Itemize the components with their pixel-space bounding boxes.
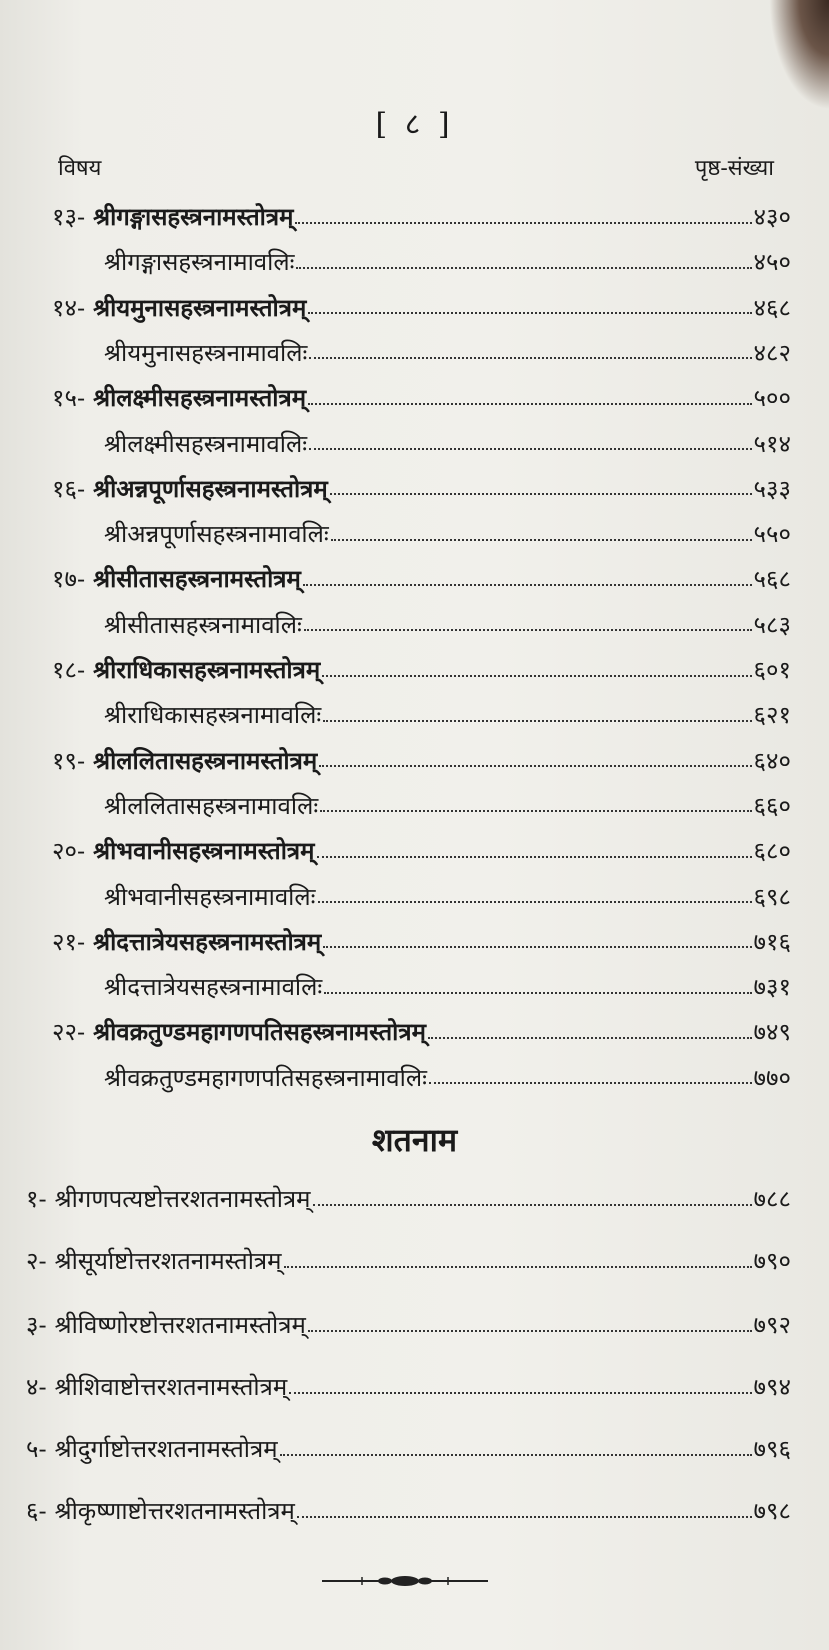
shatanam-entry-page-number: ७९० [753,1247,791,1275]
shatanam-entry-number: ५- [26,1435,47,1463]
toc-subentry-title: श्रीअन्नपूर्णासहस्त्रनामावलिः [104,520,329,549]
toc-entry-title: श्रीवक्रतुण्डमहागणपतिसहस्त्रनामस्तोत्रम् [93,1017,426,1047]
shatanam-entry-title: श्रीसूर्याष्टोत्तरशतनामस्तोत्रम् [54,1247,282,1275]
shatanam-entry-row [26,1308,791,1341]
toc-entry-number: १७- [52,565,86,594]
toc-entry-leader-dots [308,403,751,405]
toc-entry-leader-dots [330,493,752,495]
toc-subentry-row [104,789,791,822]
shatanam-entry-title: श्रीविष्णोरष्टोत्तरशतनामस्तोत्रम् [54,1311,306,1339]
toc-entry-row [52,1015,791,1048]
toc-entry-leader-dots [323,946,751,948]
toc-entry-page-number: ५६८ [753,565,791,594]
section-title: शतनाम [371,1121,458,1159]
subject-heading: विषय [58,156,102,181]
toc-entry-title: श्रीभवानीसहस्त्रनामस्तोत्रम् [93,836,315,866]
toc-subentry-title: श्रीलक्ष्मीसहस्त्रनामावलिः [104,429,308,458]
shatanam-entry-number: १- [26,1185,47,1213]
toc-subentry-page-number: ७३१ [753,973,791,1002]
toc-entry-row [52,925,791,958]
toc-entry-page-number: ४३० [753,203,791,231]
toc-entry-row [52,381,791,414]
toc-subentry-title: श्रीललितासहस्त्रनामावलिः [104,791,319,820]
toc-subentry-row [104,336,791,369]
toc-subentry-row [104,970,791,1003]
toc-entry-title: श्रीदत्तात्रेयसहस्त्रनामस्तोत्रम् [93,926,322,956]
toc-subentry-row [104,698,791,731]
page-corner-shadow [769,0,829,110]
toc-subentry-page-number: ५१४ [753,429,791,458]
shatanam-entry-title: श्रीकृष्णाष्टोत्तरशतनामस्तोत्रम् [54,1497,295,1525]
toc-entry-title: श्रीलक्ष्मीसहस्त्रनामस्तोत्रम् [93,383,307,413]
toc-entry-row [52,562,791,595]
toc-entry-row [52,200,791,233]
toc-subentry-row [104,1061,791,1094]
toc-subentry-leader-dots [323,720,751,722]
shatanam-entry-title: श्रीशिवाष्टोत्तरशतनामस्तोत्रम् [54,1373,288,1401]
toc-entry-title: श्रीसीतासहस्त्रनामस्तोत्रम् [93,564,301,594]
toc-subentry-title: श्रीवक्रतुण्डमहागणपतिसहस्त्रनामावलिः [104,1063,427,1092]
toc-subentry-row [104,245,791,278]
toc-entry-title: श्रीललितासहस्त्रनामस्तोत्रम् [93,745,318,775]
shatanam-entry-page-number: ७९८ [753,1497,791,1525]
toc-entry-title: श्रीअन्नपूर्णासहस्त्रनामस्तोत्रम् [93,473,328,503]
toc-subentry-page-number: ४८२ [753,338,791,367]
shatanam-entry-number: ३- [26,1311,47,1339]
toc-entry-page-number: ६४० [753,746,791,775]
toc-entry-leader-dots [319,765,751,767]
toc-subentry-row [104,517,791,550]
toc-subentry-leader-dots [304,629,752,631]
toc-entry-page-number: ६०१ [753,656,791,684]
shatanam-entry-page-number: ७९६ [753,1435,791,1463]
toc-entry-number: १३- [52,203,86,231]
toc-subentry-leader-dots [429,1082,752,1084]
toc-subentry-page-number: ५५० [753,520,791,549]
shatanam-entry-row [26,1244,791,1277]
toc-entry-row [52,291,791,324]
toc-entry-page-number: ७१६ [753,927,791,956]
page-count-heading: पृष्ठ-संख्या [694,156,774,181]
toc-subentry-leader-dots [331,539,752,541]
toc-entry-page-number: ५३३ [753,474,791,503]
shatanam-entry-row [26,1432,791,1465]
toc-subentry-title: श्रीयमुनासहस्त्रनामावलिः [104,338,308,367]
shatanam-entry-number: ४- [26,1373,47,1401]
shatanam-entry-row [26,1182,791,1215]
toc-entry-number: १४- [52,293,86,322]
toc-entry-row [52,834,791,867]
toc-subentry-page-number: ५८३ [753,610,791,639]
toc-subentry-title: श्रीदत्तात्रेयसहस्त्रनामावलिः [104,973,323,1002]
shatanam-entry-page-number: ७८८ [753,1185,791,1213]
toc-entry-title: श्रीयमुनासहस्त्रनामस्तोत्रम् [93,292,307,322]
toc-entry-page-number: ७४९ [753,1018,791,1047]
toc-entry-leader-dots [308,312,751,314]
toc-subentry-page-number: ६२१ [753,701,791,730]
shatanam-entry-page-number: ७९४ [753,1373,791,1401]
shatanam-entry-number: ६- [26,1497,47,1525]
toc-subentry-page-number: ४५० [753,248,791,277]
toc-subentry-title: श्रीगङ्गासहस्त्रनामावलिः [104,248,295,277]
page-number: [ ८ ] [375,107,454,142]
toc-subentry-page-number: ७७० [753,1063,791,1092]
toc-entry-leader-dots [295,222,751,224]
shatanam-entry-number: २- [26,1247,47,1275]
toc-entry-title: श्रीराधिकासहस्त्रनामस्तोत्रम् [93,655,321,684]
toc-entry-number: २२- [52,1018,86,1047]
toc-header [58,152,774,186]
shatanam-entry-row [26,1370,791,1403]
toc-subentry-leader-dots [320,810,751,812]
shatanam-entry-leader-dots [280,1454,752,1456]
toc-entry-leader-dots [322,675,751,677]
toc-entry-row [52,744,791,777]
toc-subentry-leader-dots [309,357,751,359]
shatanam-entry-title: श्रीदुर्गाष्टोत्तरशतनामस्तोत्रम् [54,1435,278,1463]
toc-entry-number: १८- [52,656,86,684]
shatanam-entry-page-number: ७९२ [753,1311,791,1339]
toc-subentry-row [104,427,791,460]
toc-entry-page-number: ६८० [753,837,791,866]
toc-subentry-page-number: ६६० [753,791,791,820]
toc-entry-leader-dots [428,1037,752,1039]
toc-subentry-leader-dots [324,992,751,994]
shatanam-entry-leader-dots [297,1516,752,1518]
shatanam-entry-row [26,1494,791,1527]
toc-entry-row [52,472,791,505]
shatanam-entry-leader-dots [284,1266,752,1268]
toc-entry-number: १६- [52,474,86,503]
toc-subentry-page-number: ६९८ [753,882,791,911]
toc-entry-number: २१- [52,927,86,956]
toc-subentry-row [104,608,791,641]
toc-entry-title: श्रीगङ्गासहस्त्रनामस्तोत्रम् [93,202,294,231]
toc-subentry-leader-dots [318,901,752,903]
toc-entry-page-number: ५०० [753,384,791,413]
toc-entry-leader-dots [317,856,752,858]
shatanam-entry-leader-dots [289,1392,751,1394]
toc-entry-leader-dots [303,584,752,586]
toc-subentry-title: श्रीसीतासहस्त्रनामावलिः [104,610,302,639]
shatanam-entry-leader-dots [313,1204,752,1206]
toc-subentry-leader-dots [296,267,751,269]
toc-entry-page-number: ४६८ [753,293,791,322]
toc-entry-number: १९- [52,746,86,775]
toc-entry-row [52,653,791,686]
ornament-divider-icon [322,1574,488,1588]
toc-subentry-row [104,880,791,913]
shatanam-entry-title: श्रीगणपत्यष्टोत्तरशतनामस्तोत्रम् [54,1185,311,1213]
shatanam-entry-leader-dots [308,1330,752,1332]
toc-entry-number: २०- [52,837,86,866]
toc-subentry-leader-dots [309,448,751,450]
toc-entry-number: १५- [52,384,86,413]
toc-subentry-title: श्रीराधिकासहस्त्रनामावलिः [104,701,322,730]
toc-subentry-title: श्रीभवानीसहस्त्रनामावलिः [104,882,316,911]
